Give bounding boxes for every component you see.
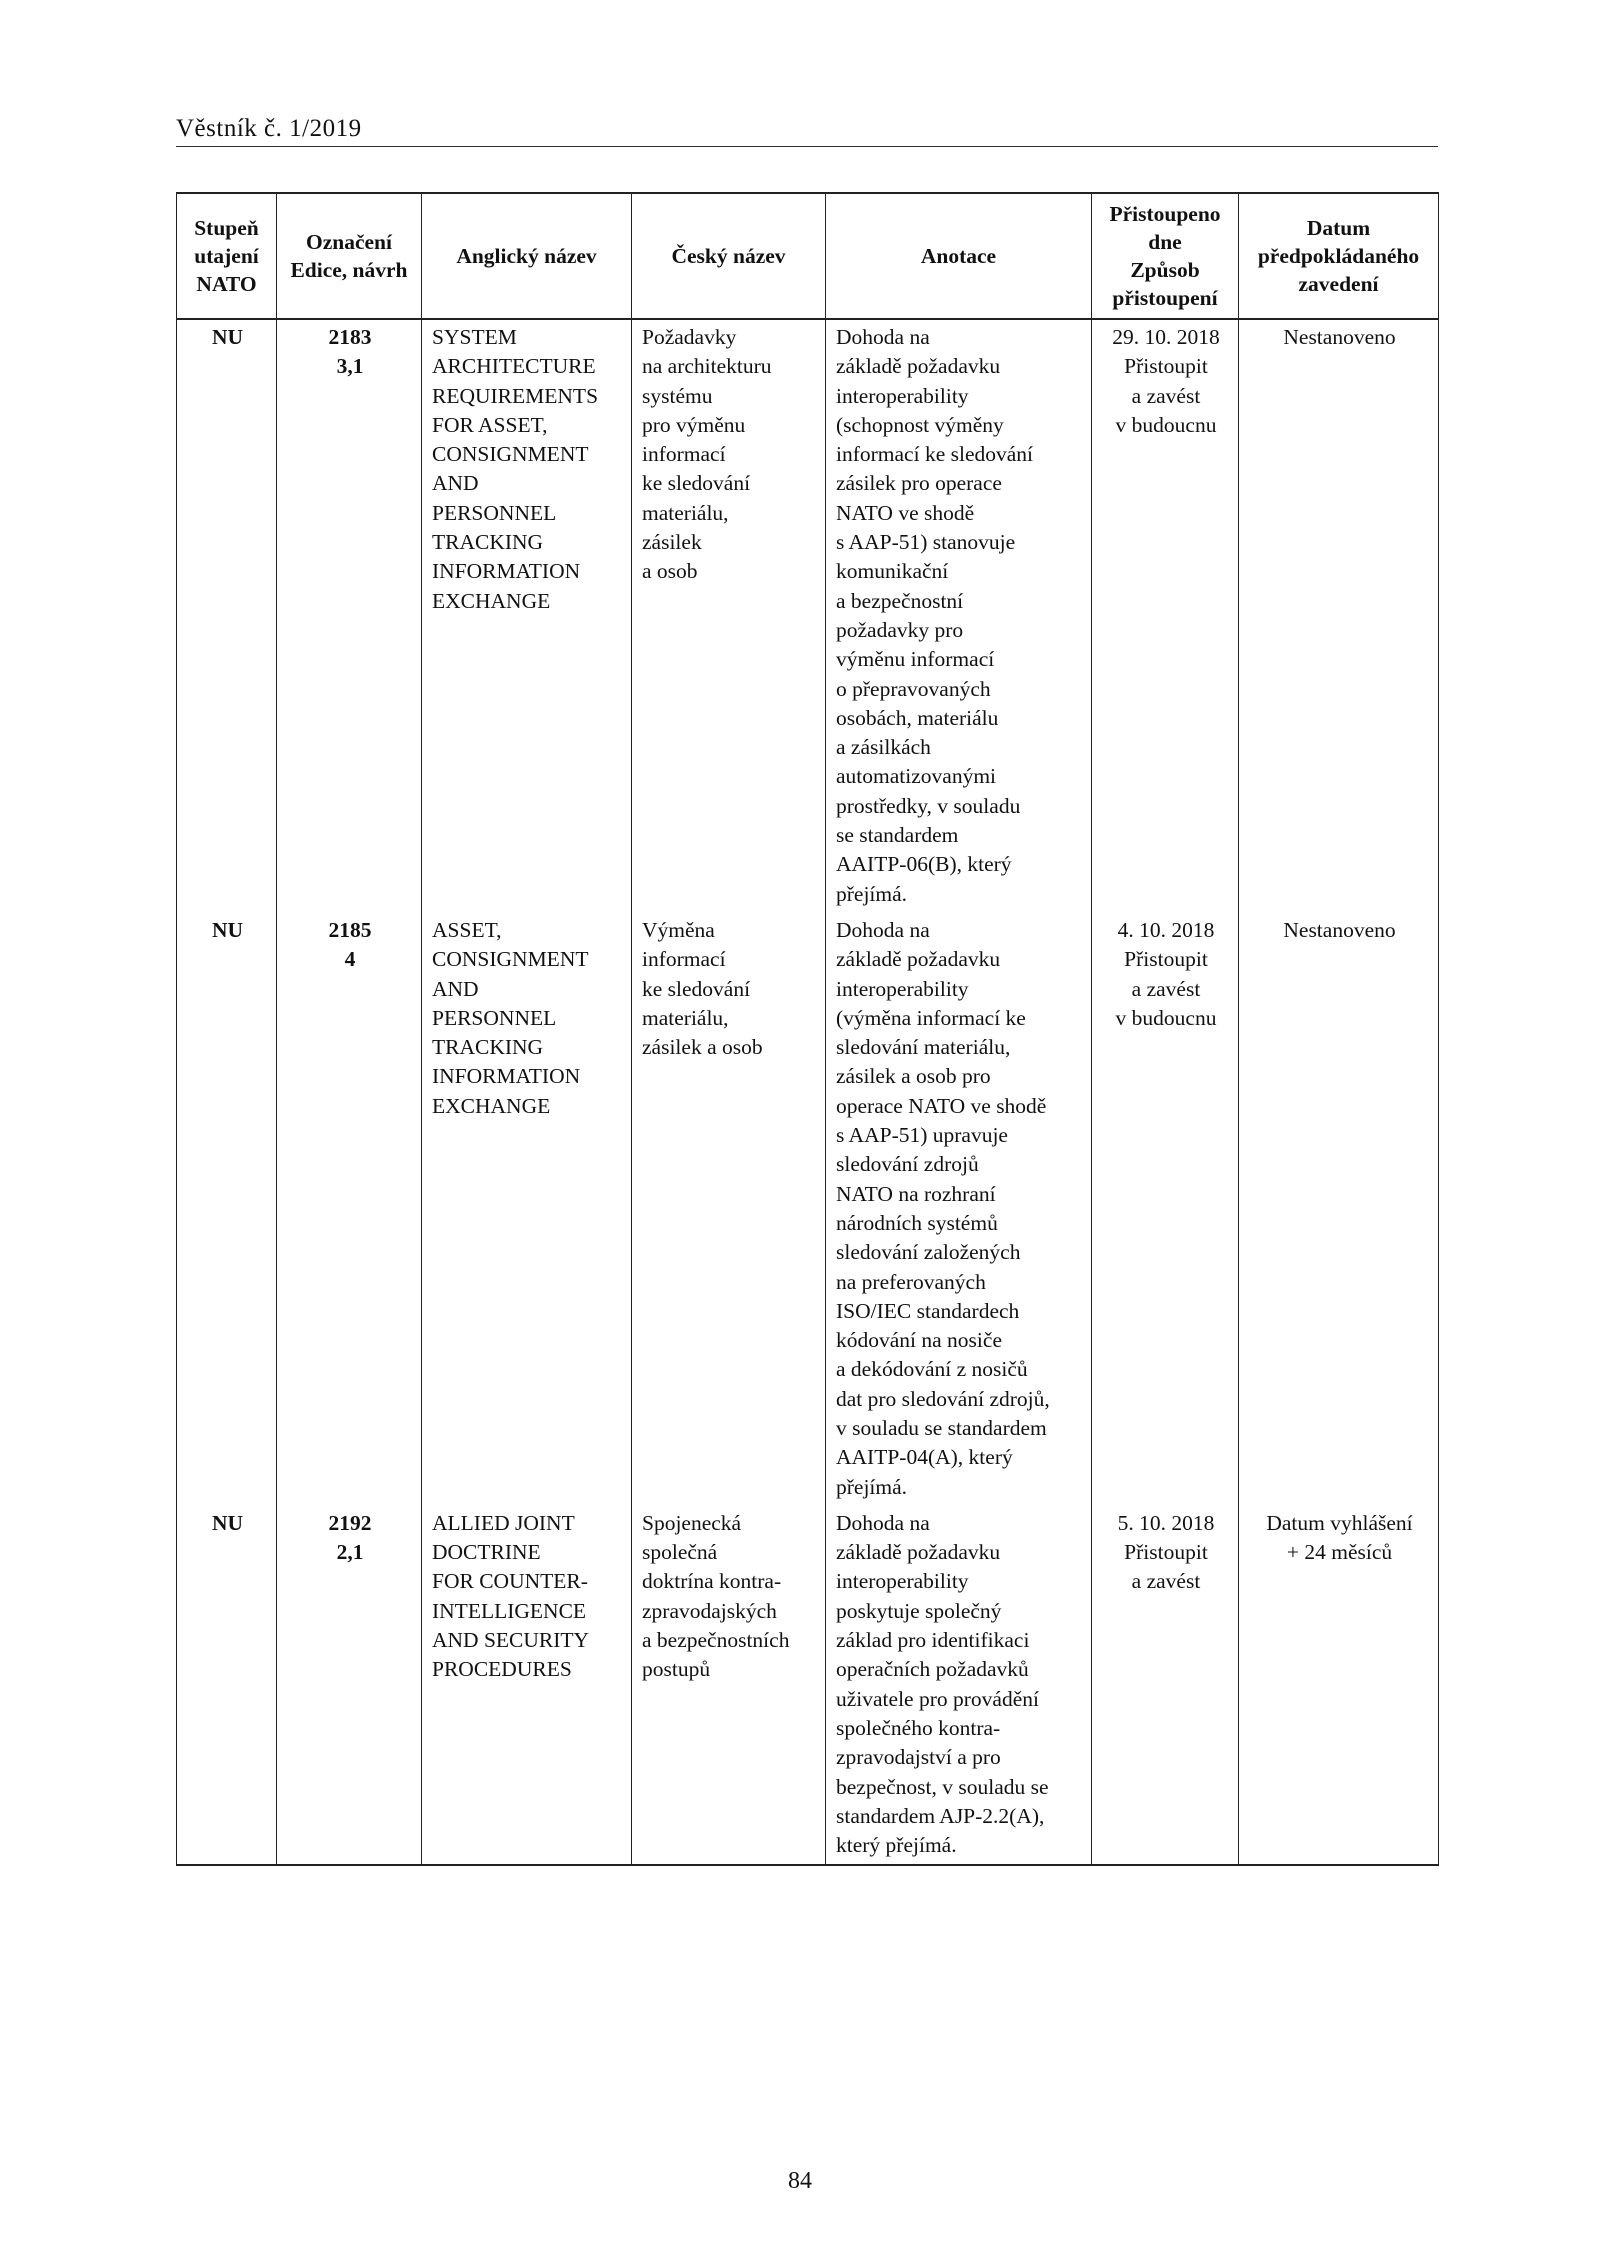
cell-czech-title-line: materiálu, [642,500,729,525]
column-header-line: Přistoupeno [1109,202,1221,226]
column-header-line: předpokládaného [1257,244,1420,268]
table-body [177,319,1439,1865]
cell-annotation-line: NATO ve shodě [836,500,975,525]
cell-english-title-line: INFORMATION [432,1064,581,1089]
cell-annotation [826,1506,1092,1866]
cell-accession-line: a zavést [1131,383,1201,408]
cell-czech-title-line: doktrína kontra- [642,1569,782,1594]
cell-czech-title-line: zásilek [642,530,702,555]
cell-english-title-line: EXCHANGE [432,1093,551,1118]
cell-classification: NU [177,319,277,913]
column-header-line: zavedení [1298,272,1379,296]
cell-english-title-line: DOCTRINE [432,1540,541,1565]
cell-accession-line: 4. 10. 2018 [1117,917,1215,942]
cell-czech-title-line: Požadavky [642,325,737,349]
column-header-line: dne [1148,230,1182,254]
column-header-line: utajení [194,244,259,268]
cell-czech-title-line: materiálu, [642,1005,729,1030]
cell-annotation-line: prostředky, v souladu [836,793,1021,818]
cell-english-title-line: PROCEDURES [432,1657,572,1682]
cell-czech-title-line: Výměna [642,917,715,942]
cell-accession [1092,1506,1239,1866]
cell-classification: NU [177,913,277,1506]
table-row [177,1506,1439,1866]
cell-annotation-line: základě požadavku [836,1540,1001,1565]
page-number: 84 [788,2168,812,2194]
cell-annotation-line: Dohoda na [836,325,930,349]
cell-english-title-line: CONSIGNMENT [432,442,589,467]
cell-designation-line: 2192 [328,1510,372,1535]
cell-annotation [826,319,1092,913]
cell-english-title [422,319,632,913]
cell-annotation-line: (výměna informací ke [836,1005,1026,1030]
cell-annotation-line: dat pro sledování zdrojů, [836,1386,1050,1411]
cell-implementation-date [1239,319,1439,913]
cell-english-title-line: SYSTEM [432,325,517,349]
cell-annotation-line: základ pro identifikaci [836,1628,1030,1653]
column-header-line: přistoupení [1112,286,1218,310]
cell-annotation-line: bezpečnost, v souladu se [836,1774,1049,1799]
cell-czech-title-line: ke sledování [642,976,751,1001]
column-header-line: Označení [306,230,392,254]
column-header-line: Anotace [920,244,997,268]
cell-annotation-line: zásilek a osob pro [836,1064,991,1089]
cell-annotation-line: interoperability [836,1569,969,1594]
cell-english-title-line: FOR COUNTER- [432,1569,588,1594]
publication-header: Věstník č. 1/2019 [176,115,362,142]
cell-annotation-line: zpravodajství a pro [836,1745,1001,1770]
cell-czech-title-line: zpravodajských [642,1598,777,1623]
cell-english-title [422,913,632,1506]
cell-annotation-line: s AAP-51) upravuje [836,1123,1008,1148]
cell-designation-line: 2183 [328,325,372,349]
cell-accession-line: 5. 10. 2018 [1117,1510,1215,1535]
cell-accession-line: v budoucnu [1115,1005,1217,1030]
cell-implementation-date [1239,913,1439,1506]
cell-english-title-line: AND [432,471,479,496]
column-header-designation [277,193,422,319]
cell-annotation-line: a bezpečnostní [836,588,964,613]
cell-english-title-line: TRACKING [432,1035,544,1060]
cell-english-title-line: INFORMATION [432,559,581,584]
cell-czech-title-line: společná [642,1540,718,1565]
cell-accession-line: a zavést [1131,976,1201,1001]
cell-accession-line: a zavést [1131,1569,1201,1594]
cell-annotation-line: AAITP-04(A), který [836,1445,1013,1470]
cell-designation [277,1506,422,1866]
column-header-annotation [826,193,1092,319]
column-header-line: Edice, návrh [290,258,408,282]
cell-annotation-line: uživatele pro provádění [836,1686,1039,1711]
cell-english-title-line: PERSONNEL [432,1005,557,1030]
cell-czech-title-line: informací [642,947,726,972]
cell-designation-line: 2,1 [336,1540,364,1565]
cell-annotation-line: o přepravovaných [836,676,991,701]
cell-english-title-line: AND [432,976,479,1001]
cell-annotation-line: Dohoda na [836,1510,930,1535]
cell-english-title-line: ARCHITECTURE [432,354,596,379]
cell-annotation-line: na preferovaných [836,1269,986,1294]
cell-annotation-line: operačních požadavků [836,1657,1029,1682]
cell-czech-title [632,1506,826,1866]
standards-table [176,192,1439,1866]
column-header-line: Datum [1306,216,1371,240]
cell-implementation-date-line: Datum vyhlášení [1266,1510,1413,1535]
cell-annotation-line: přejímá. [836,1474,908,1499]
cell-annotation-line: NATO na rozhraní [836,1181,996,1206]
cell-english-title-line: REQUIREMENTS [432,383,599,408]
cell-czech-title-line: systému [642,383,713,408]
cell-czech-title-line: pro výměnu [642,412,746,437]
cell-designation [277,319,422,913]
cell-annotation-line: ISO/IEC standardech [836,1298,1020,1323]
cell-annotation-line: AAITP-06(B), který [836,852,1012,877]
cell-accession-line: Přistoupit [1124,354,1208,379]
cell-czech-title-line: a osob [642,559,698,584]
cell-annotation [826,913,1092,1506]
cell-implementation-date-line: + 24 měsíců [1286,1540,1393,1565]
table-row [177,913,1439,1506]
cell-czech-title-line: postupů [642,1657,711,1682]
cell-english-title-line: ASSET, [432,917,502,942]
cell-designation [277,913,422,1506]
cell-annotation-line: společného kontra- [836,1715,1001,1740]
cell-accession-line: Přistoupit [1124,1540,1208,1565]
cell-annotation-line: sledování materiálu, [836,1035,1011,1060]
column-header-line: Český název [671,244,786,268]
cell-english-title-line: CONSIGNMENT [432,947,589,972]
cell-annotation-line: kódování na nosiče [836,1328,1002,1353]
cell-classification: NU [177,1506,277,1866]
column-header-czech-title [632,193,826,319]
cell-annotation-line: poskytuje společný [836,1598,1002,1623]
cell-annotation-line: a dekódování z nosičů [836,1357,1028,1382]
cell-english-title-line: TRACKING [432,530,544,555]
cell-annotation-line: automatizovanými [836,764,997,789]
cell-accession [1092,319,1239,913]
cell-implementation-date [1239,1506,1439,1866]
cell-annotation-line: přejímá. [836,881,908,906]
header-row [177,193,1439,319]
cell-accession-line: 29. 10. 2018 [1112,325,1220,349]
cell-annotation-line: národních systémů [836,1210,998,1235]
cell-english-title-line: ALLIED JOINT [432,1510,575,1535]
cell-annotation-line: sledování zdrojů [836,1152,979,1177]
cell-annotation-line: s AAP-51) stanovuje [836,530,1016,555]
cell-annotation-line: Dohoda na [836,917,930,942]
table-header [177,193,1439,319]
column-header-implementation-date [1239,193,1439,319]
cell-annotation-line: základě požadavku [836,354,1001,379]
cell-annotation-line: informací ke sledování [836,442,1034,467]
cell-annotation-line: se standardem [836,823,959,848]
cell-annotation-line: (schopnost výměny [836,412,1004,437]
cell-czech-title-line: na architekturu [642,354,772,379]
column-header-line: Stupeň [194,216,259,240]
cell-implementation-date-line: Nestanoveno [1283,917,1396,942]
cell-accession-line: Přistoupit [1124,947,1208,972]
cell-czech-title-line: ke sledování [642,471,751,496]
cell-annotation-line: zásilek pro operace [836,471,1002,496]
cell-annotation-line: interoperability [836,383,969,408]
cell-english-title [422,1506,632,1866]
cell-annotation-line: sledování založených [836,1240,1021,1265]
table-row [177,319,1439,913]
cell-czech-title [632,319,826,913]
cell-czech-title [632,913,826,1506]
cell-english-title-line: FOR ASSET, [432,412,548,437]
cell-czech-title-line: a bezpečnostních [642,1628,790,1653]
cell-english-title-line: EXCHANGE [432,588,551,613]
cell-implementation-date-line: Nestanoveno [1283,325,1396,349]
column-header-accession [1092,193,1239,319]
cell-czech-title-line: zásilek a osob [642,1035,763,1060]
cell-czech-title-line: Spojenecká [642,1510,742,1535]
cell-annotation-line: výměnu informací [836,647,995,672]
cell-accession [1092,913,1239,1506]
cell-annotation-line: interoperability [836,976,969,1001]
column-header-classification [177,193,277,319]
cell-english-title-line: AND SECURITY [432,1628,590,1653]
cell-designation-line: 3,1 [336,354,364,379]
column-header-line: NATO [196,272,257,296]
cell-annotation-line: základě požadavku [836,947,1001,972]
header-rule [176,146,1438,147]
column-header-english-title [422,193,632,319]
cell-accession-line: v budoucnu [1115,412,1217,437]
cell-annotation-line: a zásilkách [836,735,931,760]
cell-designation-line: 2185 [328,917,372,942]
cell-english-title-line: INTELLIGENCE [432,1598,587,1623]
column-header-line: Anglický název [456,244,597,268]
cell-annotation-line: komunikační [836,559,949,584]
cell-annotation-line: operace NATO ve shodě [836,1093,1047,1118]
cell-annotation-line: který přejímá. [836,1833,957,1858]
cell-annotation-line: v souladu se standardem [836,1415,1047,1440]
cell-annotation-line: osobách, materiálu [836,705,999,730]
cell-english-title-line: PERSONNEL [432,500,557,525]
cell-annotation-line: standardem AJP-2.2(A), [836,1803,1045,1828]
column-header-line: Způsob [1130,258,1200,282]
cell-czech-title-line: informací [642,442,726,467]
cell-annotation-line: požadavky pro [836,617,964,642]
cell-designation-line: 4 [344,947,356,972]
